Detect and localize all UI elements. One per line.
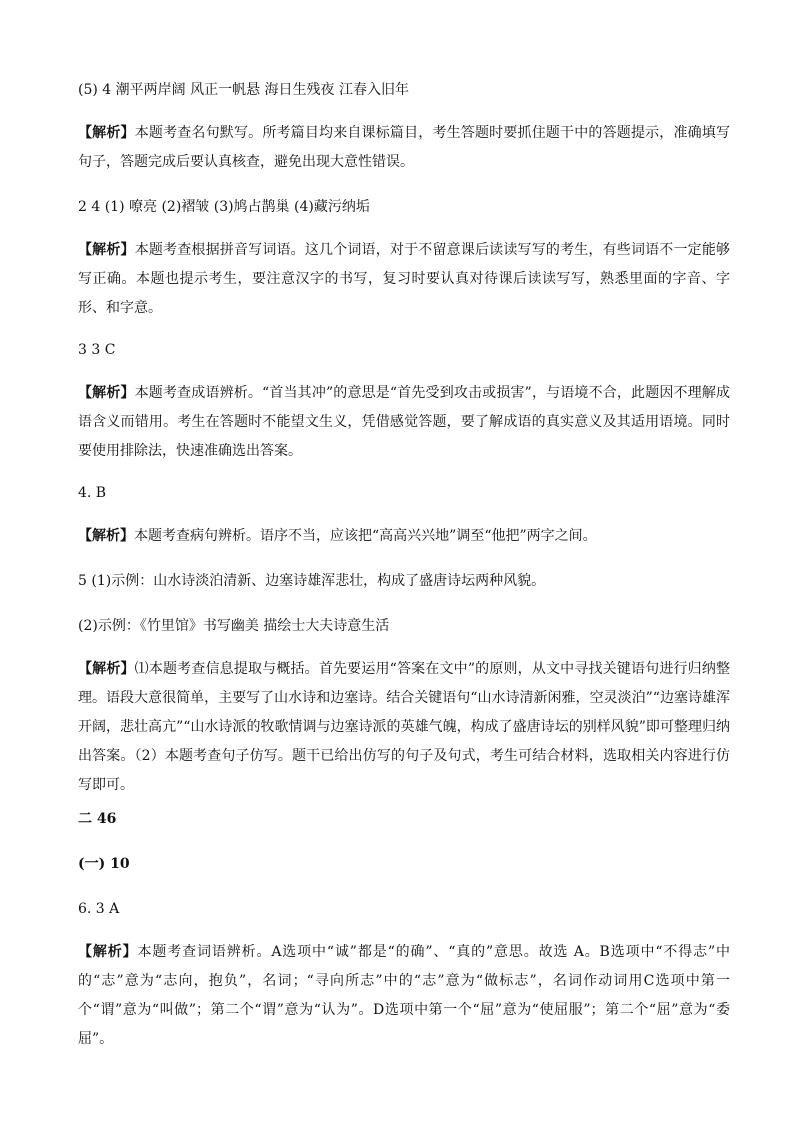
- analysis-label: 【解析】: [78, 944, 138, 960]
- answer-4-choice: 4. B: [78, 485, 107, 501]
- analysis-text: 本题考查词语辨析。A选项中“诚”都是“的确”、“真的”意思。故选 A。B选项中“不得志”中的“志”意为“志向，抱负”，名词；“寻向所志”中的“志”意为“做标志”，名词作动词用C选项中第一个“谓”意为“叫做”；第二个“谓”意为“认为”。D选项中第一个“屈”意为“使屈服”；第二个“屈”意为“委屈”。: [78, 944, 730, 1047]
- answer-5-poem: (5) 4 潮平两岸阔 风正一帆悬 海日生残夜 江春入旧年: [78, 82, 409, 98]
- answer-3-choice: 3 3 C: [78, 342, 116, 358]
- analysis-label: 【解析】: [78, 242, 135, 258]
- answer-2-words: 2 4 (1) 嘹亮 (2)褶皱 (3)鸠占鹊巢 (4)藏污纳垢: [78, 199, 370, 215]
- answer-5-part1: 5 (1)示例：山水诗淡泊清新、边塞诗雄浑悲壮，构成了盛唐诗坛两种风貌。: [78, 573, 546, 589]
- subsection-1-heading: (一) 10: [78, 856, 130, 872]
- analysis-label: 【解析】: [78, 528, 134, 544]
- analysis-text: 本题考查名句默写。所考篇目均来自课标篇目，考生答题时要抓住题干中的答题提示，准确填写句子，答题完成后要认真核查，避免出现大意性错误。: [78, 125, 731, 170]
- analysis-information-extraction: [78, 655, 730, 800]
- analysis-text: ⑴本题考查信息提取与概括。首先要运用“答案在文中”的原则，从文中寻找关键语句进行归纳整理。语段大意很简单，主要写了山水诗和边塞诗。结合关键语句“山水诗清新闲雅，空灵淡泊”“边塞诗雄浑开阔，悲壮高亢”“山水诗派的牧歌情调与边塞诗派的英雄气魄，构成了盛唐诗坛的别样风貌”即可整理归纳出答案。（2）本题考查句子仿写。题干已给出仿写的句子及句式，考生可结合材料，选取相关内容进行仿写即可。: [78, 661, 731, 793]
- answer-5-part2: (2)示例：《竹里馆》书写幽美 描绘士大夫诗意生活: [78, 618, 390, 634]
- analysis-pinyin-words: [78, 236, 730, 323]
- analysis-text: 本题考查成语辨析。“首当其冲”的意思是“首先受到攻击或损害”，与语境不合，此题因不理解成语含义而错用。考生在答题时不能望文生义，凭借感觉答题，要了解成语的真实意义及其适用语境。同时要使用排除法，快速准确选出答案。: [78, 385, 731, 459]
- analysis-poem-recitation: [78, 119, 730, 177]
- analysis-sentence-error: [78, 522, 730, 551]
- analysis-text: 本题考查根据拼音写词语。这几个词语，对于不留意课后读读写写的考生，有些词语不一定能够写正确。本题也提示考生，要注意汉字的书写，复习时要认真对待课后读读写写，熟悉里面的字音、字形、和字意。: [78, 242, 731, 316]
- analysis-label: 【解析】: [78, 125, 135, 141]
- analysis-label: 【解析】: [78, 661, 135, 677]
- answer-6-choice: 6. 3 A: [78, 901, 120, 917]
- section-2-heading: 二 46: [78, 811, 117, 827]
- analysis-text: 本题考查病句辨析。语序不当，应该把“高高兴兴地”调至“他把”两字之间。: [134, 528, 597, 544]
- analysis-word-meaning: [78, 938, 730, 1054]
- analysis-idiom: [78, 379, 730, 466]
- analysis-label: 【解析】: [78, 385, 135, 401]
